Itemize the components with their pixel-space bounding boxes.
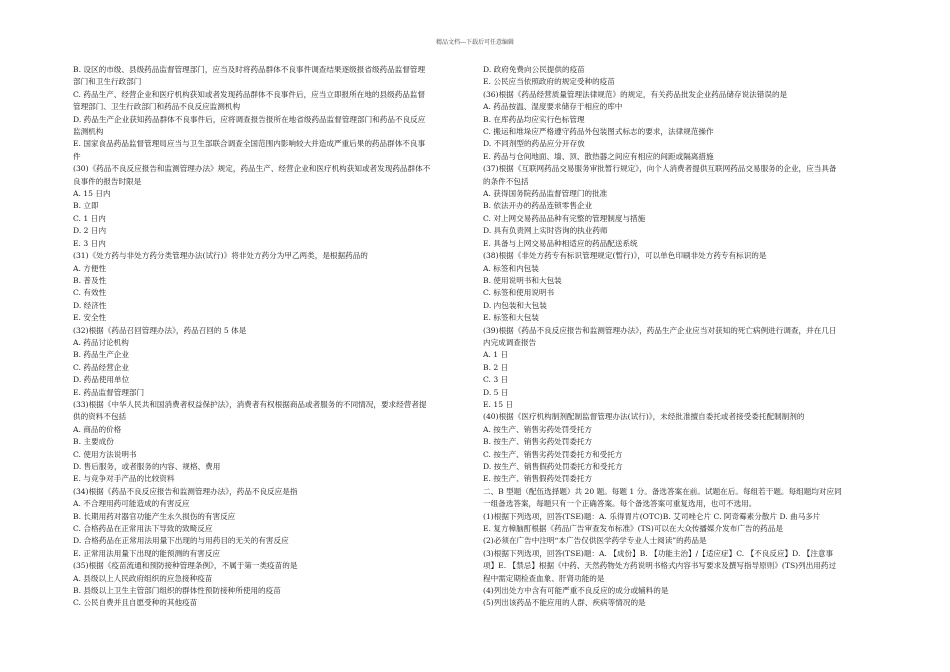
text-line: (36)根据《药品经营质量管理法律规范》的规定，有关药品批发企业药品储存说法错误的是 — [483, 89, 788, 99]
text-line: 管理部门、卫生行政部门和药品不良反应监测机构 — [73, 102, 241, 112]
text-line: C. 公民自费并且自愿受种的其他疫苗 — [73, 598, 198, 608]
text-line: B. 长期用药对器官功能产生永久损伤的有害反应 — [73, 511, 236, 521]
text-line: E. 15 日 — [483, 399, 514, 409]
text-line: A. 药品讨论机构 — [73, 337, 129, 347]
text-line: D. 政府免费向公民提供的疫苗 — [483, 65, 585, 74]
text-line: B. 使用说明书和大包装 — [483, 275, 562, 285]
text-line: E. 3 日内 — [73, 238, 106, 248]
text-line: A. 1 日 — [483, 350, 509, 360]
text-line: D. 售后服务，或者服务的内容、规格、费用 — [73, 462, 221, 471]
text-line: 二、B 型题（配伍选择题）共 20 题。每题 1 分。备选答案在前。试题在后。每组若干题。每组题均对应同 — [483, 486, 842, 496]
text-line: A. 商品的价格 — [73, 424, 122, 434]
text-line: C. 对上网交易药品品种有完整的管理制度与措施 — [483, 213, 646, 223]
text-line: A. 15 日内 — [73, 189, 111, 199]
text-line: E. 国家食品药品监督管理局应当与卫生部联合调查全国范围内影响较大并造成严重后果的药品群体不良事 — [73, 139, 426, 149]
text-line: E. 药品监督管理部门 — [73, 387, 145, 397]
text-line: (34)根据《药品不良反应报告和监测管理办法》，药品不良反应是指 — [73, 486, 298, 496]
text-line: D. 经济性 — [73, 300, 107, 310]
text-line: E. 正常用法用量下出现的能预测的有害反应 — [73, 548, 221, 558]
text-line: B. 主要成份 — [73, 437, 114, 447]
text-line: (5)列出该药品不能应用的人群、疾病等情况的是 — [483, 598, 646, 608]
text-line: (37)根据《互联网药品交易服务审批暂行规定》，向个人消费者提供互联网药品交易服务的企业，应当具备 — [483, 164, 837, 174]
text-line: D. 药品生产企业获知药品群体不良事件后，应将调查报告报所在地省级药品监督管理部门和药品不良反应 — [73, 114, 426, 124]
text-line: (31)《处方药与非处方药分类管理办法(试行)》将非处方药分为甲乙两类，是根据药品的 — [73, 251, 368, 261]
text-line: D. 药品使用单位 — [73, 375, 130, 385]
text-line: C. 3 日 — [483, 375, 509, 385]
text-line: C. 按生产、销售劣药处罚委托方和受托方 — [483, 449, 623, 459]
text-line: D. 内包装和大包装 — [483, 300, 547, 310]
text-line: C. 药品经营企业 — [73, 362, 129, 372]
text-line: D. 具有负责网上实时咨询的执业药师 — [483, 226, 608, 236]
text-line: E. 与竞争对手产品的比较资料 — [73, 474, 175, 484]
text-line: (39)根据《药品不良反应报告和监测管理办法》，药品生产企业应当对获知的死亡病例进行调查，并在几日 — [483, 325, 837, 335]
text-line: 程中需定期检查血象、肝肾功能的是 — [483, 573, 605, 583]
text-line: (33)根据《中华人民共和国消费者权益保护法》，消费者有权根据商品或者服务的不同情况，要求经营者提 — [73, 399, 427, 409]
text-line: E. 公民应当依照政府的规定受种的疫苗 — [483, 77, 615, 87]
text-line: E. 安全性 — [73, 313, 107, 323]
text-line: 件 — [73, 151, 81, 161]
text-line: 良事件的报告时限是 — [73, 176, 142, 186]
text-line: E. 具备与上网交易品种相适应的药品配送系统 — [483, 238, 638, 248]
text-line: D. 合格药品在正常用法用量下出现的与用药目的无关的有害反应 — [73, 536, 289, 546]
text-line: B. 设区的市级、县级药品监督管理部门，应当及时将药品群体不良事件调查结果逐级报省级药品监督管理 — [73, 65, 426, 74]
text-line: 项】E. 【禁忌】根据《中药、天然药物处方药说明书格式内容书写要求及撰写指导原则》(TS)列出用药过 — [483, 561, 837, 571]
text-line: (40)根据《医疗机构制剂配制监督管理办法(试行)》，未经批准擅自委托或者接受委托配制制剂的 — [483, 412, 805, 422]
text-line: B. 2 日 — [483, 362, 509, 372]
text-line: A. 县级以上人民政府组织的应急接种疫苗 — [73, 573, 213, 583]
text-line: B. 普及性 — [73, 275, 107, 285]
text-line: B. 立即 — [73, 201, 99, 211]
text-line: B. 在库药品均应实行色标管理 — [483, 114, 585, 124]
text-line: A. 不合理用药可能造成的有害反应 — [73, 499, 190, 509]
text-line: E. 复方樟脑酊根据《药品广告审查发布标准》(TS)可以在大众传播媒介发布广告的药品是 — [483, 524, 783, 534]
text-line: E. 按生产、销售假药处罚委托方 — [483, 474, 593, 484]
text-line: C. 药品生产、经营企业和医疗机构获知或者发现药品群体不良事件后，应当立即报所在地的县级药品监督 — [73, 89, 426, 99]
text-line: C. 1 日内 — [73, 213, 106, 223]
text-line: C. 标签和使用说明书 — [483, 288, 555, 298]
text-line: B. 县级以上卫生主管部门组织的群体性预防接种所使用的疫苗 — [73, 586, 281, 596]
text-line: D. 按生产、销售假药处罚委托方和受托方 — [483, 462, 623, 471]
text-line: (4)列出处方中含有可能严重不良反应的成分或辅料的是 — [483, 586, 669, 596]
text-line: E. 标签和大包装 — [483, 313, 539, 323]
page-header: 精品文档---下载后可任意编辑 — [435, 39, 515, 46]
text-line: E. 药品与仓间地面、墙、顶、散热器之间应有相应的间距或隔离措施 — [483, 151, 714, 161]
text-line: A. 药品按温、湿度要求储存于相应的库中 — [483, 102, 623, 112]
text-line: (35)根据《疫苗流通和预防接种管理条例》，不属于第一类疫苗的是 — [73, 561, 298, 571]
text-line: A. 获得国务院药品监督管理门的批准 — [483, 189, 608, 199]
text-line: (2)必须在广告中注明“本广告仅供医学药学专业人士阅读”的药品是 — [483, 536, 707, 546]
text-line: A. 标签和内包装 — [483, 263, 539, 273]
text-line: 部门和卫生行政部门 — [73, 77, 142, 87]
text-line: B. 依法开办的药品连锁零售企业 — [483, 201, 593, 211]
text-line: C. 使用方法说明书 — [73, 449, 137, 459]
text-line: (32)根据《药品召回管理办法》，药品召回的 5 体是 — [73, 325, 247, 335]
text-line: (1)根据下列选项，回答(TSE)题：A. 乐得胃片(OTC)B. 艾司唑仑片 C. 阿奇霉素分散片 D. 曲马多片 — [483, 511, 821, 521]
text-line: 一组备选答案，每题只有一个正确答案。每个备选答案可重复选用，也可不选用。 — [483, 499, 757, 509]
text-line: C. 搬运和堆垛应严格遵守药品外包装图式标志的要求，法律规范操作 — [483, 127, 714, 137]
text-line: 供的资料不包括 — [73, 412, 127, 422]
text-line: (30)《药品不良反应报告和监测管理办法》规定，药品生产、经营企业和医疗机构获知或者发现药品群体不 — [73, 164, 431, 174]
text-line: D. 5 日 — [483, 387, 509, 397]
text-line: (3)根据下列选项，回答(TSE)题：A. 【成份】B. 【功能主治】/【适应症】C. 【不良反应】D. 【注意事 — [483, 548, 834, 558]
text-line: (38)根据《非处方药专有标识管理规定(暂行)》，可以单色印刷非处方药专有标识的是 — [483, 251, 767, 261]
text-line: 内完成调查报告 — [483, 337, 537, 347]
text-line: A. 按生产、销售劣药处罚受托方 — [483, 424, 593, 434]
left-column — [73, 64, 468, 610]
text-line: C. 有效性 — [73, 288, 107, 298]
right-column — [483, 64, 880, 610]
text-line: C. 合格药品在正常用法下导致的致畸反应 — [73, 524, 213, 534]
text-line: B. 药品生产企业 — [73, 350, 129, 360]
text-line: 监测机构 — [73, 127, 104, 137]
text-line: B. 按生产、销售劣药处罚委托方 — [483, 437, 593, 447]
text-line: 的条件不包括 — [483, 176, 529, 186]
text-line: A. 方便性 — [73, 263, 107, 273]
text-line: D. 2 日内 — [73, 226, 107, 236]
text-line: D. 不同剂型的药品应分开存放 — [483, 139, 585, 149]
